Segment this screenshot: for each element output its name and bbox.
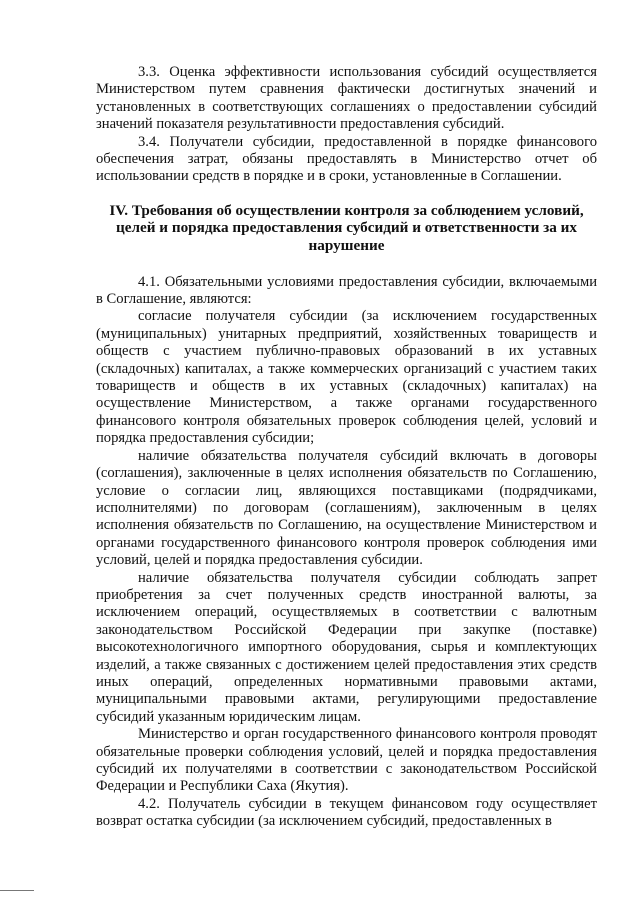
paragraph-obligation-contracts: наличие обязательства получателя субсидий включать в договоры (соглашения), заключенные в целях исполнения обязательств по Соглашению, условие о согласии лиц, являющихся поставщиками (подрядчиками, исполнителями) по договорам (соглашениям), заключенным в целях исполнения обязательств по Соглашению, на осуществление Министерством и органами государственного финансового контроля проверок соблюдения ими условий, целей и порядка предоставления субсидии. xyxy=(96,447,597,569)
document-body xyxy=(96,64,597,831)
paragraph-3-4: 3.4. Получатели субсидии, предоставленной в порядке финансового обеспечения затрат, обязаны предоставлять в Министерство отчет об использовании средств в порядке и в сроки, установленные в Соглашении. xyxy=(96,133,597,185)
paragraph-4-1: 4.1. Обязательными условиями предоставления субсидии, включаемыми в Соглашение, являются: xyxy=(96,273,597,308)
paragraph-3-3: 3.3. Оценка эффективности использования субсидий осуществляется Министерством путем сравнения фактически достигнутых значений и установленных в соответствующих соглашениях о предоставлении субсидий значений показателя результативности предоставления субсидий. xyxy=(96,64,597,133)
footer-divider xyxy=(0,890,34,891)
paragraph-obligation-currency: наличие обязательства получателя субсидии соблюдать запрет приобретения за счет полученных средств иностранной валюты, за исключением операций, осуществляемых в соответствии с валютным законодательством Российской Федерации при закупке (поставке) высокотехнологичного импортного оборудования, сырья и комплектующих изделий, а также связанных с достижением целей предоставления этих средств иных операций, определенных нормативными правовыми актами, муниципальными правовыми актами, регулирующими предоставление субсидий указанным юридическим лицам. xyxy=(96,569,597,725)
section-heading: IV. Требования об осуществлении контроля за соблюдением условий, целей и порядка предоставления субсидий и ответственности за их нарушение xyxy=(109,201,584,255)
paragraph-consent: согласие получателя субсидии (за исключением государственных (муниципальных) унитарных предприятий, хозяйственных товариществ и обществ с участием публично-правовых образований в их уставных (складочных) капиталах, а также коммерческих организаций с участием таких товариществ и обществ в их уставных (складочных) капиталах) на осуществление Министерством, а также органами государственного финансового контроля обязательных проверок соблюдения целей, условий и порядка предоставления субсидии; xyxy=(96,308,597,447)
paragraph-4-2: 4.2. Получатель субсидии в текущем финансовом году осуществляет возврат остатка субсидии (за исключением субсидий, предоставленных в xyxy=(96,795,597,830)
paragraph-inspections: Министерство и орган государственного финансового контроля проводят обязательные проверки соблюдения условий, целей и порядка предоставления субсидий их получателями в соответствии с законодательством Российской Федерации и Республики Саха (Якутия). xyxy=(96,726,597,795)
